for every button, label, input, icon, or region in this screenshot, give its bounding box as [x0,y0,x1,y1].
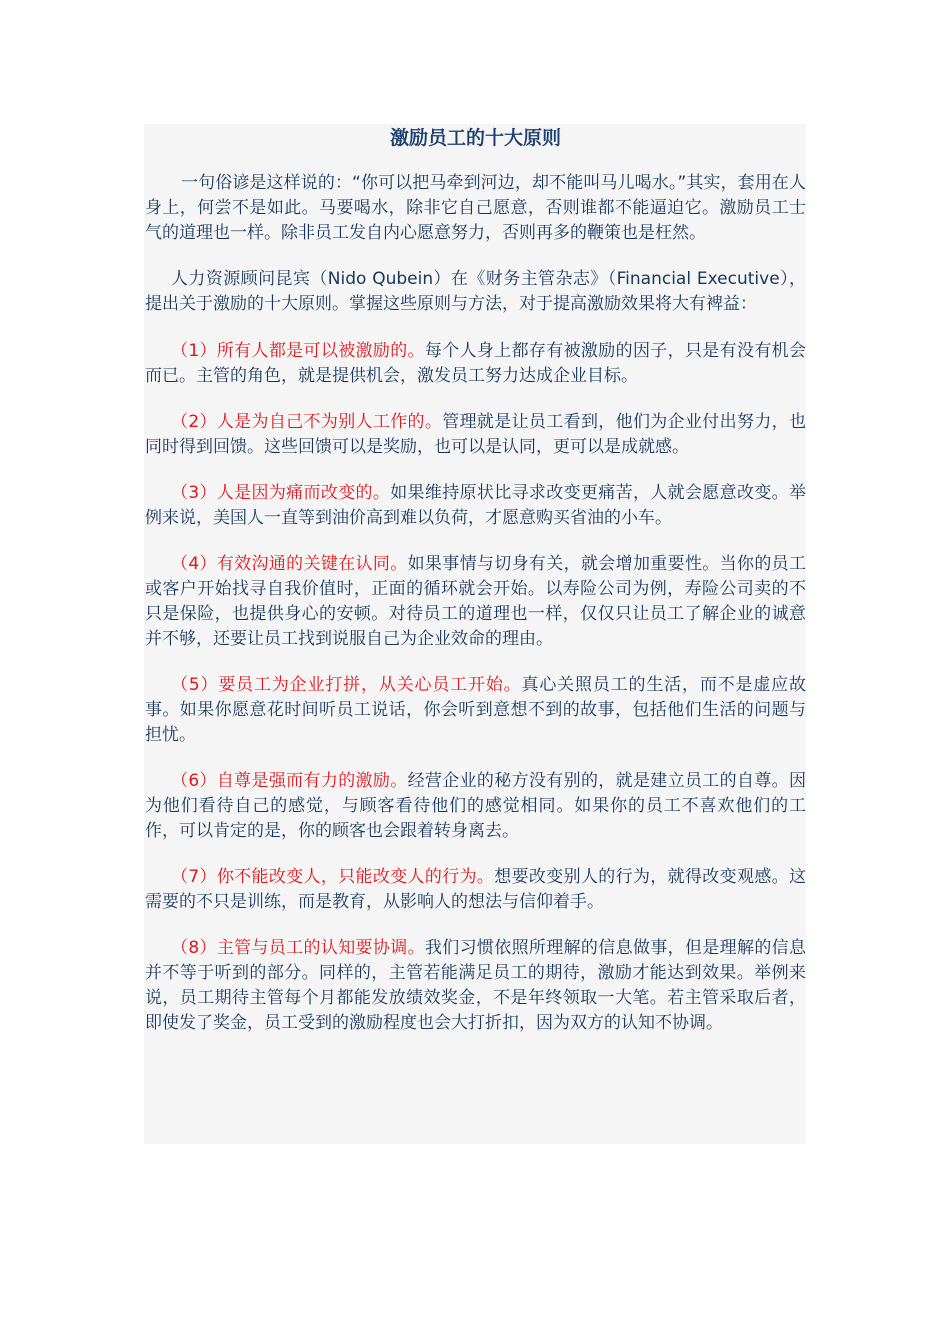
principle-2-body: 管理就是让员工看到，他们为企业付出努力，也同时得到回馈。这些回馈可以是奖励，也可以是认同，更可以是成就感。 [145,412,806,457]
principle-4-heading: （4）有效沟通的关键在认同。 [171,554,408,574]
principle-6-body: 经营企业的秘方没有别的，就是建立员工的自尊。因为他们看待自己的感觉，与顾客看待他们的感觉相同。如果你的员工不喜欢他们的工作，可以肯定的是，你的顾客也会跟着转身离去。 [145,771,806,841]
principle-1-body: 每个人身上都存有被激励的因子，只是有没有机会而已。主管的角色，就是提供机会，激发员工努力达成企业目标。 [145,341,806,386]
principle-8-heading: （8）主管与员工的认知要协调。 [171,938,425,958]
principle-1 [145,339,806,389]
principle-3-body: 如果维持原状比寻求改变更痛苦，人就会愿意改变。举例来说，美国人一直等到油价高到难以负荷，才愿意购买省油的小车。 [145,483,806,528]
principle-6-heading: （6）自尊是强而有力的激励。 [171,771,408,791]
principle-5-heading: （5）要员工为企业打拼，从关心员工开始。 [171,675,522,695]
principle-3-heading: （3）人是因为痛而改变的。 [171,483,391,503]
principle-7 [145,865,806,915]
intro-paragraph-1: 一句俗谚是这样说的：“你可以把马牵到河边，却不能叫马儿喝水。”其实，套用在人身上，何尝不是如此。马要喝水，除非它自己愿意，否则谁都不能逼迫它。激励员工士气的道理也一样。除非员工发自内心愿意努力，否则再多的鞭策也是枉然。 [145,173,806,243]
principle-5 [145,673,806,748]
intro-paragraph-2: 人力资源顾问昆宾（Nido Qubein）在《财务主管杂志》（Financial Executive），提出关于激励的十大原则。掌握这些原则与方法，对于提高激励效果将大有裨益： [145,269,806,314]
principle-3 [145,481,806,531]
principle-2 [145,410,806,460]
principle-8 [145,936,806,1036]
principle-1-heading: （1）所有人都是可以被激励的。 [171,341,425,361]
principle-2-heading: （2）人是为自己不为别人工作的。 [171,412,443,432]
principle-7-body: 想要改变别人的行为，就得改变观感。这需要的不只是训练，而是教育，从影响人的想法与信仰着手。 [145,867,806,912]
principle-7-heading: （7）你不能改变人，只能改变人的行为。 [171,867,495,887]
principle-8-body: 我们习惯依照所理解的信息做事，但是理解的信息并不等于听到的部分。同样的，主管若能满足员工的期待，激励才能达到效果。举例来说，员工期待主管每个月都能发放绩效奖金，不是年终领取一大笔。若主管采取后者，即使发了奖金，员工受到的激励程度也会大打折扣，因为双方的认知不协调。 [145,938,806,1033]
document-panel [144,124,806,1144]
document-title: 激励员工的十大原则 [389,127,561,149]
principle-4-body: 如果事情与切身有关，就会增加重要性。当你的员工或客户开始找寻自我价值时，正面的循环就会开始。以寿险公司为例，寿险公司卖的不只是保险，也提供身心的安顿。对待员工的道理也一样，仅仅只让员工了解企业的诚意并不够，还要让员工找到说服自己为企业效命的理由。 [145,554,806,649]
principle-4 [145,552,806,652]
principle-5-body: 真心关照员工的生活，而不是虚应故事。如果你愿意花时间听员工说话，你会听到意想不到的故事，包括他们生活的问题与担忧。 [145,675,807,745]
principle-6 [145,769,806,844]
